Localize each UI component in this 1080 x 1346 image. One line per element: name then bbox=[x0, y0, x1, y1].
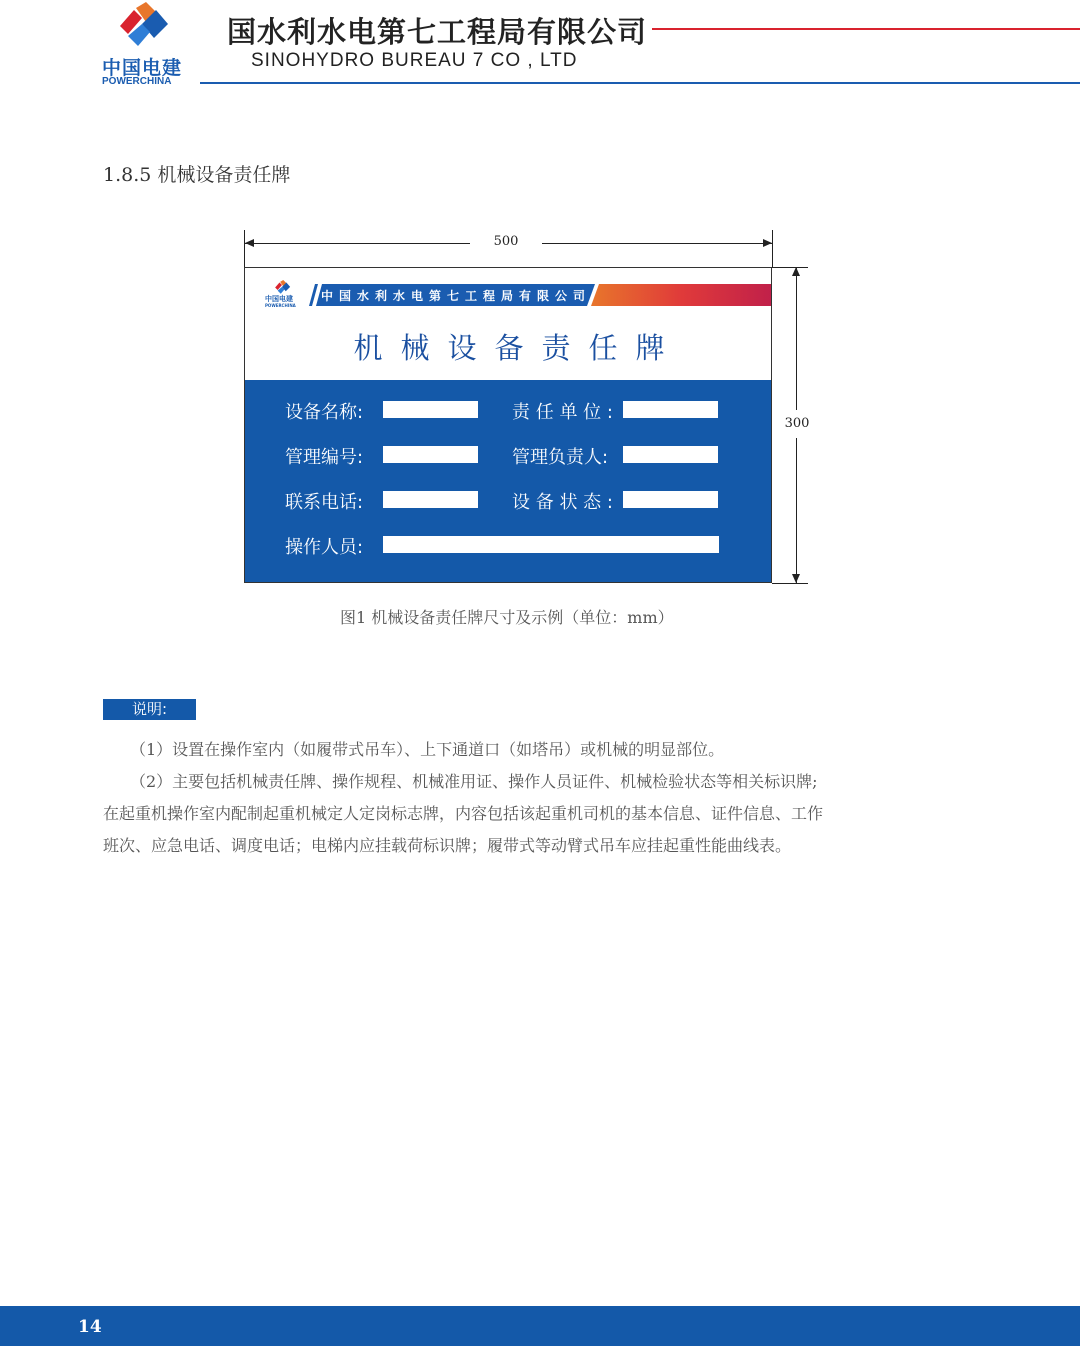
footer-bar bbox=[0, 1306, 1080, 1346]
section-title: 1.8.5 机械设备责任牌 bbox=[103, 164, 291, 186]
label-equipment-name: 设备名称: bbox=[285, 402, 364, 423]
note-paragraph-2-line-3: 班次、应急电话、调度电话；电梯内应挂载荷标识牌；履带式等动臂式吊车应挂起重性能曲线表。 bbox=[103, 836, 792, 855]
figure-caption: 图1 机械设备责任牌尺寸及示例（单位：mm） bbox=[340, 608, 674, 627]
note-paragraph-2-line-1: （2）主要包括机械责任牌、操作规程、机械准用证、操作人员证件、机械检验状态等相关标识牌; bbox=[130, 772, 818, 791]
width-label: 500 bbox=[470, 234, 542, 249]
field-phone bbox=[383, 491, 478, 508]
label-manager: 管理负责人: bbox=[512, 447, 609, 468]
page-number: 14 bbox=[78, 1317, 102, 1337]
dim-tick-top bbox=[772, 267, 808, 268]
notes-label: 说明: bbox=[103, 699, 196, 720]
label-responsible-unit: 责 任 单 位 : bbox=[512, 402, 613, 423]
equipment-responsibility-sign bbox=[244, 267, 772, 583]
logo-text-cn: 中国电建 bbox=[102, 57, 183, 79]
field-operator bbox=[383, 536, 719, 553]
company-name-cn: 国水利水电第七工程局有限公司 bbox=[227, 15, 648, 49]
dim-tick-left bbox=[244, 230, 245, 267]
sign-logo-icon bbox=[272, 280, 292, 295]
header-red-rule bbox=[652, 28, 1080, 30]
label-status: 设 备 状 态 : bbox=[512, 492, 613, 513]
field-responsible-unit bbox=[623, 401, 718, 418]
powerchina-diamond-icon bbox=[112, 2, 172, 50]
arrow-left-icon bbox=[245, 239, 254, 247]
powerchina-logo bbox=[100, 2, 190, 88]
height-label: 300 bbox=[781, 410, 813, 438]
dim-tick-right bbox=[772, 230, 773, 267]
field-status bbox=[623, 491, 718, 508]
sign-company-name: 中国水利水电第七工程局有限公司 bbox=[321, 289, 592, 303]
note-paragraph-1: （1）设置在操作室内（如履带式吊车）、上下通道口（如塔吊）或机械的明显部位。 bbox=[130, 740, 725, 759]
label-operator: 操作人员: bbox=[285, 537, 364, 558]
sign-logo bbox=[263, 280, 299, 310]
header-blue-rule bbox=[200, 82, 1080, 84]
note-paragraph-2-line-2: 在起重机操作室内配制起重机械定人定岗标志牌，内容包括该起重机司机的基本信息、证件信息、工作 bbox=[103, 804, 824, 823]
arrow-right-icon bbox=[763, 239, 772, 247]
dim-tick-bottom bbox=[772, 583, 808, 584]
label-phone: 联系电话: bbox=[285, 492, 364, 513]
sign-logo-text-cn: 中国电建 bbox=[265, 295, 293, 303]
logo-text-en: POWERCHINA bbox=[102, 76, 172, 87]
sign-info-panel bbox=[245, 380, 772, 583]
field-equipment-name bbox=[383, 401, 478, 418]
arrow-down-icon bbox=[792, 574, 800, 583]
field-manager bbox=[623, 446, 718, 463]
field-management-no bbox=[383, 446, 478, 463]
sign-title: 机械设备责任牌 bbox=[353, 331, 683, 365]
label-management-no: 管理编号: bbox=[285, 447, 364, 468]
company-name-en: SINOHYDRO BUREAU 7 CO , LTD bbox=[251, 50, 578, 71]
sign-logo-text-en: POWERCHINA bbox=[265, 303, 296, 308]
arrow-up-icon bbox=[792, 267, 800, 276]
